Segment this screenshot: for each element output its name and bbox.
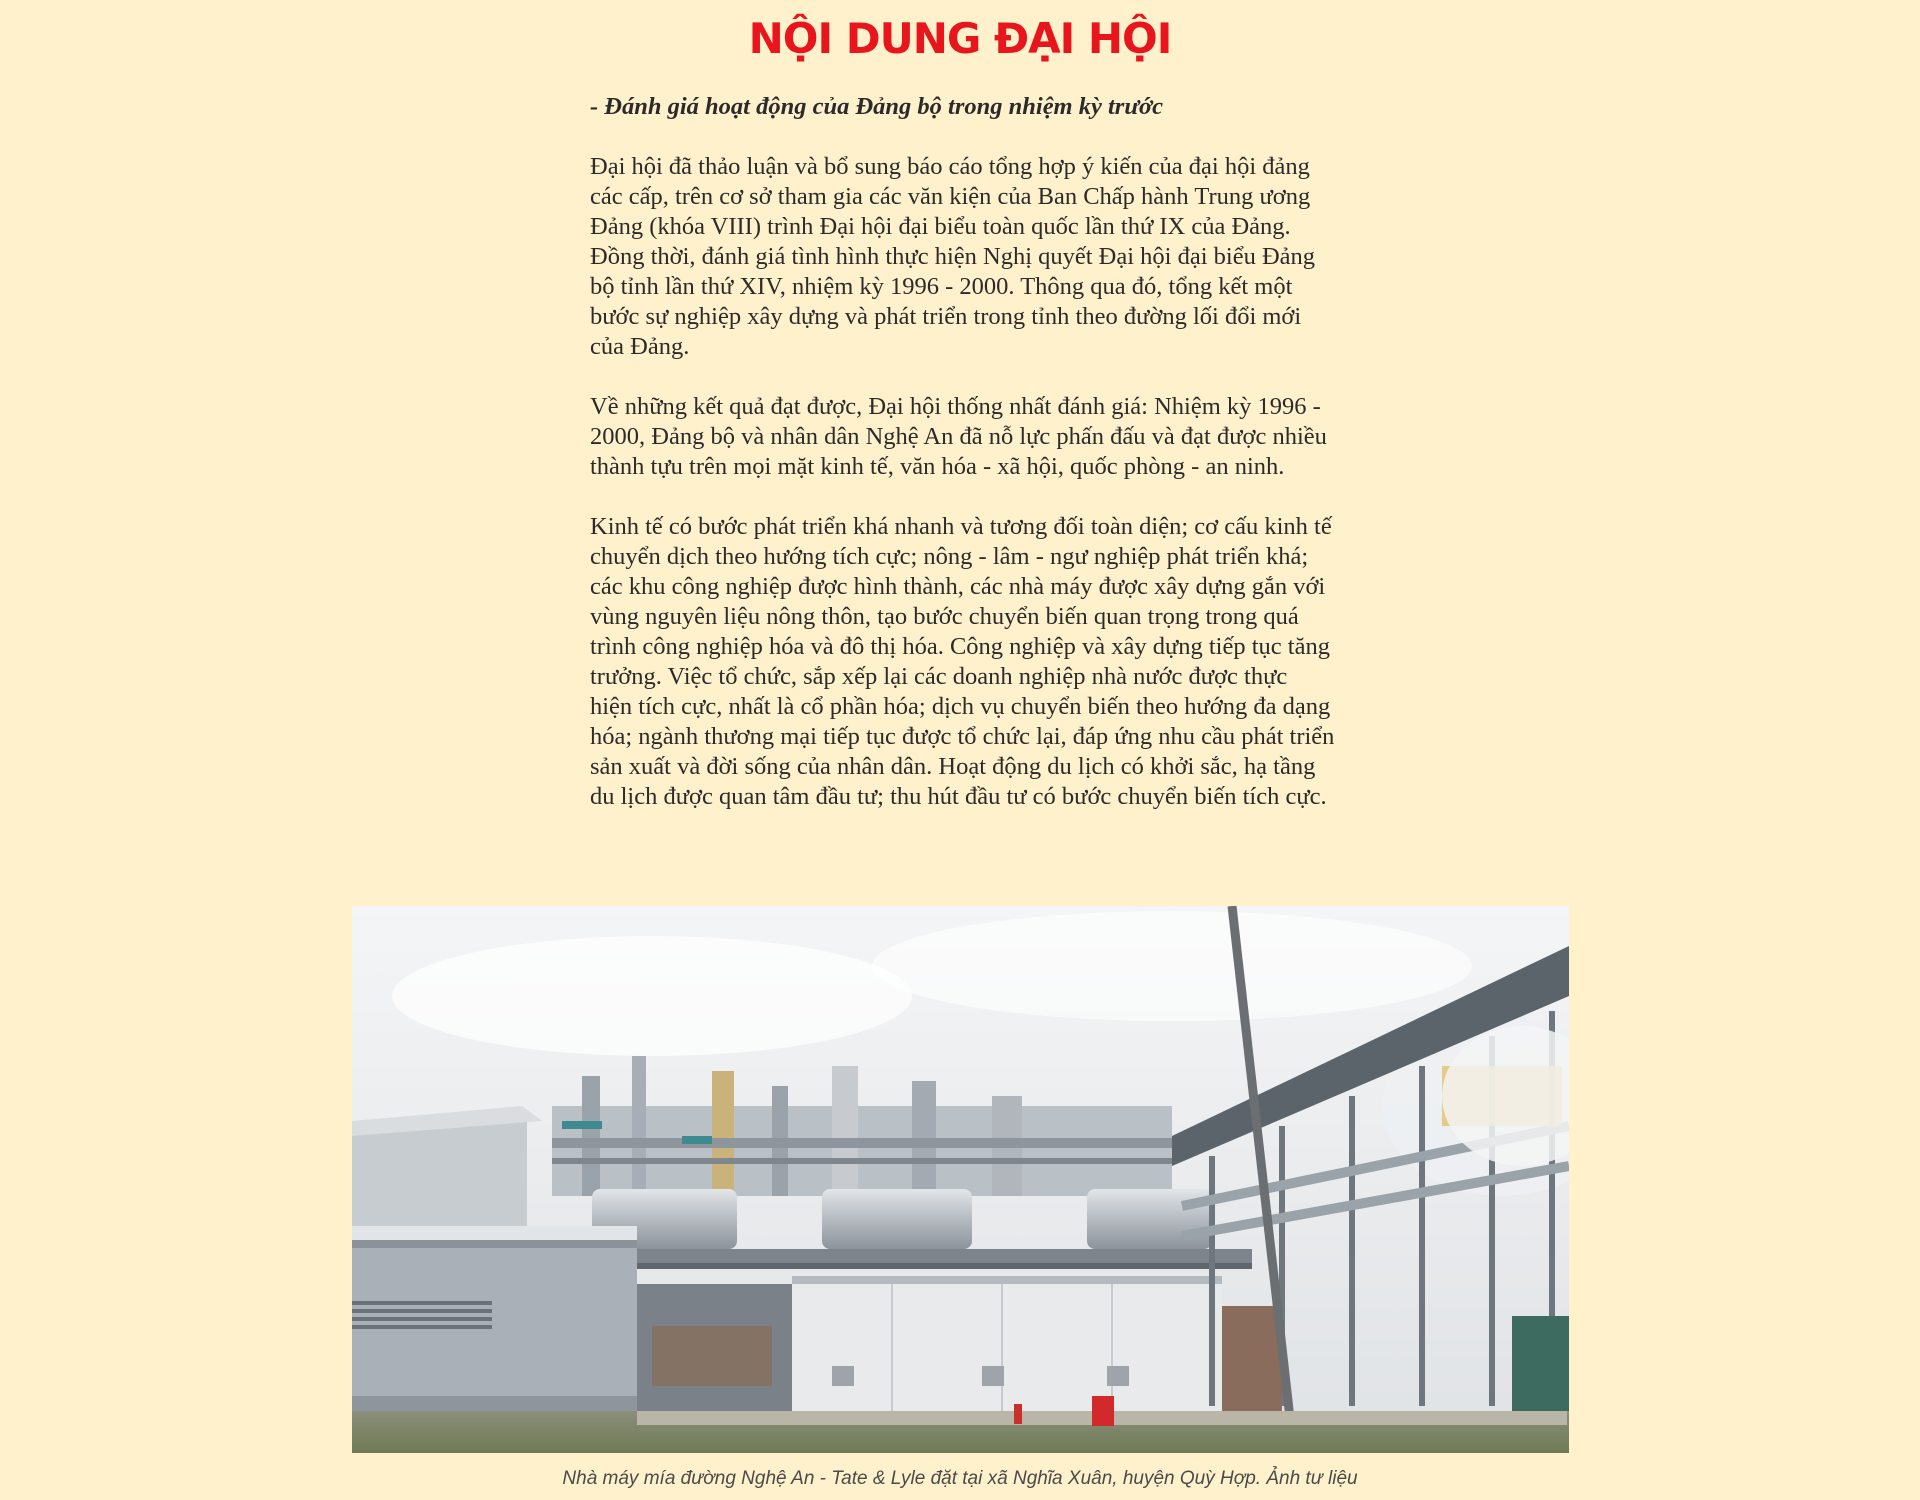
article-paragraph: Kinh tế có bước phát triển khá nhanh và tương đối toàn diện; cơ cấu kinh tế chuyển dịch theo hướng tích cực; nông - lâm - ngư nghiệp phát triển khá; các khu công nghiệp được hình thành, các nhà máy được xây dựng gắn với vùng nguyên liệu nông thôn, tạo bước chuyển biến quan trọng trong quá trình công nghiệp hóa và đô thị hóa. Công nghiệp và xây dựng tiếp tục tăng trưởng. Việc tổ chức, sắp xếp lại các doanh nghiệp nhà nước được thực hiện tích cực, nhất là cổ phần hóa; dịch vụ chuyển biến theo hướng đa dạng hóa; ngành thương mại tiếp tục được tổ chức lại, đáp ứng nhu cầu phát triển sản xuất và đời sống của nhân dân. Hoạt động du lịch có khởi sắc, hạ tầng du lịch được quan tâm đầu tư; thu hút đầu tư có bước chuyển biến tích cực. (590, 513, 1335, 810)
factory-photo (352, 906, 1569, 1453)
article-body (590, 92, 1335, 842)
factory-illustration (352, 906, 1569, 1453)
section-subhead: - Đánh giá hoạt động của Đảng bộ trong nhiệm kỳ trước (590, 93, 1164, 120)
article-paragraph: Đại hội đã thảo luận và bổ sung báo cáo tổng hợp ý kiến của đại hội đảng các cấp, trên cơ sở tham gia các văn kiện của Ban Chấp hành Trung ương Đảng (khóa VIII) trình Đại hội đại biểu toàn quốc lần thứ IX của Đảng. Đồng thời, đánh giá tình hình thực hiện Nghị quyết Đại hội đại biểu Đảng bộ tỉnh lần thứ XIV, nhiệm kỳ 1996 - 2000. Thông qua đó, tổng kết một bước sự nghiệp xây dựng và phát triển trong tỉnh theo đường lối đổi mới của Đảng. (590, 153, 1316, 360)
page-heading: NỘI DUNG ĐẠI HỘI (748, 14, 1172, 63)
photo-caption: Nhà máy mía đường Nghệ An - Tate & Lyle đặt tại xã Nghĩa Xuân, huyện Quỳ Hợp. Ảnh tư liệu (562, 1468, 1358, 1489)
article-paragraph: Về những kết quả đạt được, Đại hội thống nhất đánh giá: Nhiệm kỳ 1996 - 2000, Đảng bộ và nhân dân Nghệ An đã nỗ lực phấn đấu và đạt được nhiều thành tựu trên mọi mặt kinh tế, văn hóa - xã hội, quốc phòng - an ninh. (590, 393, 1327, 480)
